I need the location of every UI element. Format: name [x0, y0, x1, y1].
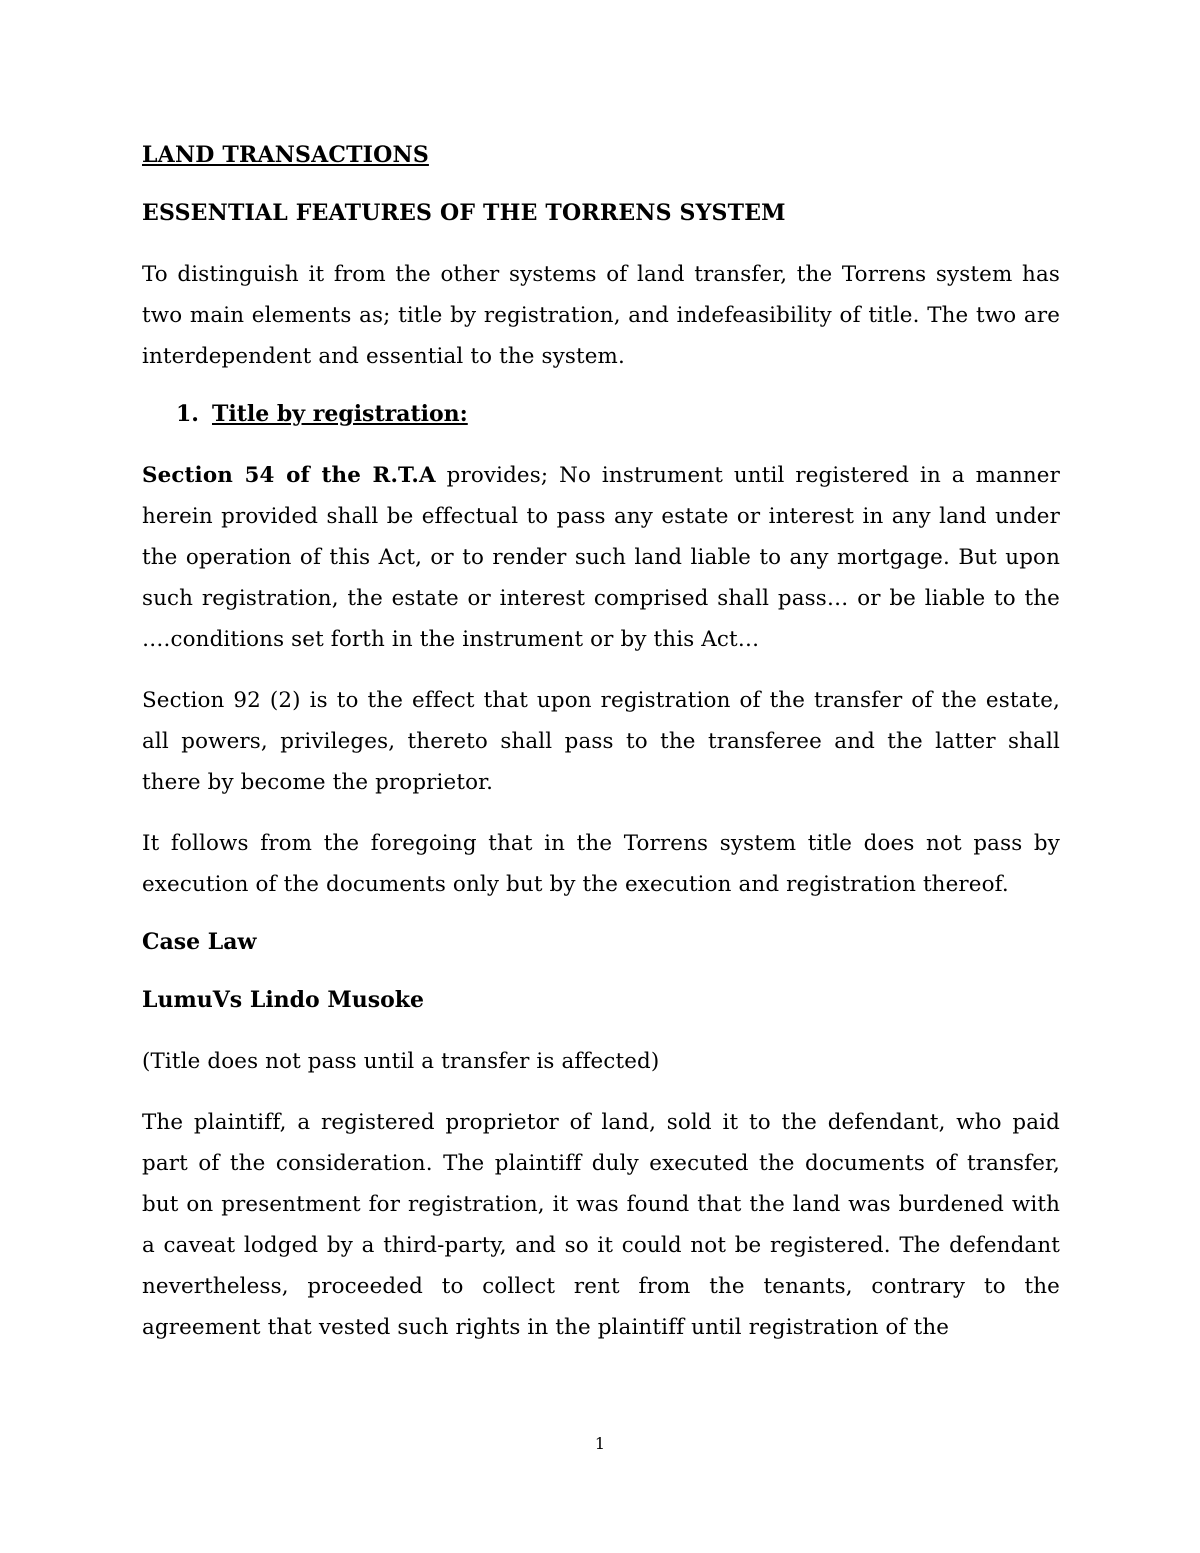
intro-paragraph: To distinguish it from the other systems of land transfer, the Torrens system has two main elements as; title by registration, and indefeasibility of title. The two are interdependent and essential to the system.	[142, 262, 1060, 369]
page-number: 1	[594, 1434, 606, 1453]
list-number: 1.	[176, 401, 199, 427]
page-content	[142, 138, 1060, 1368]
section-54-paragraph	[142, 455, 1060, 660]
numbered-heading-title-by-registration	[142, 397, 1060, 431]
section-title: ESSENTIAL FEATURES OF THE TORRENS SYSTEM	[142, 200, 786, 226]
follows-paragraph: It follows from the foregoing that in the Torrens system title does not pass by execution of the documents only but by the execution and registration thereof.	[142, 831, 1060, 897]
case-note: (Title does not pass until a transfer is affected)	[142, 1049, 660, 1074]
case-body-paragraph: The plaintiff, a registered proprietor of land, sold it to the defendant, who paid part of the consideration. The plaintiff duly executed the documents of transfer, but on presentment for registration, it was found that the land was burdened with a caveat lodged by a third-party, and so it could not be registered. The defendant nevertheless, proceeded to collect rent from the tenants, contrary to the agreement that vested such rights in the plaintiff until registration of the	[142, 1110, 1060, 1340]
section-54-text: provides; No instrument until registered in a manner herein provided shall be effectual to pass any estate or interest in any land under the operation of this Act, or to render such land liable to any mortgage. But upon such registration, the estate or interest comprised shall pass… or be liable to the ….conditions set forth in the instrument or by this Act…	[142, 463, 1060, 652]
section-54-lead: Section 54 of the R.T.A	[142, 463, 436, 488]
document-title: LAND TRANSACTIONS	[142, 142, 429, 168]
case-name-heading: LumuVs Lindo Musoke	[142, 987, 425, 1013]
list-label: Title by registration:	[212, 401, 468, 427]
case-law-heading: Case Law	[142, 929, 257, 955]
section-92-paragraph: Section 92 (2) is to the effect that upon registration of the transfer of the estate, all powers, privileges, thereto shall pass to the transferee and the latter shall there by become the proprietor.	[142, 688, 1060, 795]
